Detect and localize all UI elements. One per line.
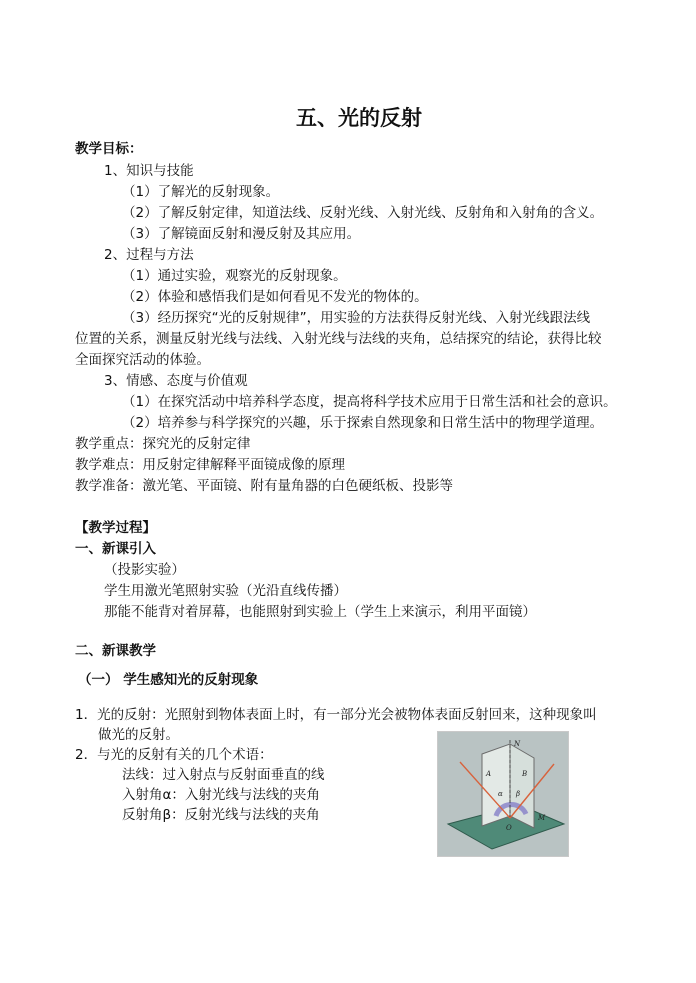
intro-line: 那能不能背对着屏幕，也能照射到实验上（学生上来演示，利用平面镜）	[104, 604, 536, 620]
objective-section-title: 1、知识与技能	[104, 163, 194, 179]
objectives-heading: 教学目标：	[75, 141, 143, 157]
objective-item: （2）了解反射定律，知道法线、反射光线、入射光线、反射角和入射角的含义。	[122, 205, 604, 221]
reflection-experiment-figure	[437, 731, 569, 857]
label-n: N	[514, 740, 521, 748]
objective-item: （3）了解镜面反射和漫反射及其应用。	[122, 226, 361, 242]
label-o: O	[506, 824, 512, 832]
label-alpha: α	[498, 790, 503, 798]
key-point: 教学重点：探究光的反射定律	[75, 436, 251, 452]
paper-board-b	[510, 744, 534, 828]
objective-item: （1）在探究活动中培养科学态度，提高将科学技术应用于日常生活和社会的意识。	[122, 394, 617, 410]
intro-line: （投影实验）	[104, 562, 185, 578]
term-reflection-angle: 反射角β：反射光线与法线的夹角	[122, 807, 320, 823]
difficulty: 教学难点：用反射定律解释平面镜成像的原理	[75, 457, 345, 473]
section-teaching-title: 二、新课教学	[75, 643, 156, 659]
label-b: B	[522, 770, 528, 778]
objective-item: （2）培养参与科学探究的兴趣，乐于探索自然现象和日常生活中的物理学道理。	[122, 415, 604, 431]
definition-line: 做光的反射。	[98, 727, 179, 743]
terms-heading: 2．与光的反射有关的几个术语：	[75, 747, 273, 763]
label-m: M	[538, 814, 546, 822]
objective-section-title: 2、过程与方法	[104, 247, 194, 263]
definition-line: 1．光的反射：光照射到物体表面上时，有一部分光会被物体表面反射回来，这种现象叫	[75, 707, 597, 723]
preparation: 教学准备：激光笔、平面镜、附有量角器的白色硬纸板、投影等	[75, 478, 453, 494]
term-incidence-angle: 入射角α：入射光线与法线的夹角	[122, 787, 320, 803]
intro-line: 学生用激光笔照射实验（光沿直线传播）	[104, 583, 347, 599]
process-heading: 【教学过程】	[75, 520, 156, 536]
objective-item-continued: 位置的关系，测量反射光线与法线、入射光线与法线的夹角，总结探究的结论，获得比较	[75, 331, 602, 347]
objective-item: （1）通过实验，观察光的反射现象。	[122, 268, 347, 284]
term-normal: 法线：过入射点与反射面垂直的线	[122, 767, 325, 783]
objective-item: （1）了解光的反射现象。	[122, 184, 280, 200]
label-a: A	[486, 770, 492, 778]
section-intro-title: 一、新课引入	[75, 541, 156, 557]
objective-section-title: 3、情感、态度与价值观	[104, 373, 248, 389]
objective-item-continued: 全面探究活动的体验。	[75, 352, 210, 368]
label-beta: β	[516, 790, 521, 798]
page-title: 五、光的反射	[296, 105, 422, 130]
objective-item: （2）体验和感悟我们是如何看见不发光的物体的。	[122, 289, 428, 305]
reflection-diagram	[438, 732, 568, 856]
subsection-title: （一） 学生感知光的反射现象	[78, 672, 259, 688]
objective-item: （3）经历探究“光的反射规律”，用实验的方法获得反射光线、入射光线跟法线	[122, 310, 591, 326]
